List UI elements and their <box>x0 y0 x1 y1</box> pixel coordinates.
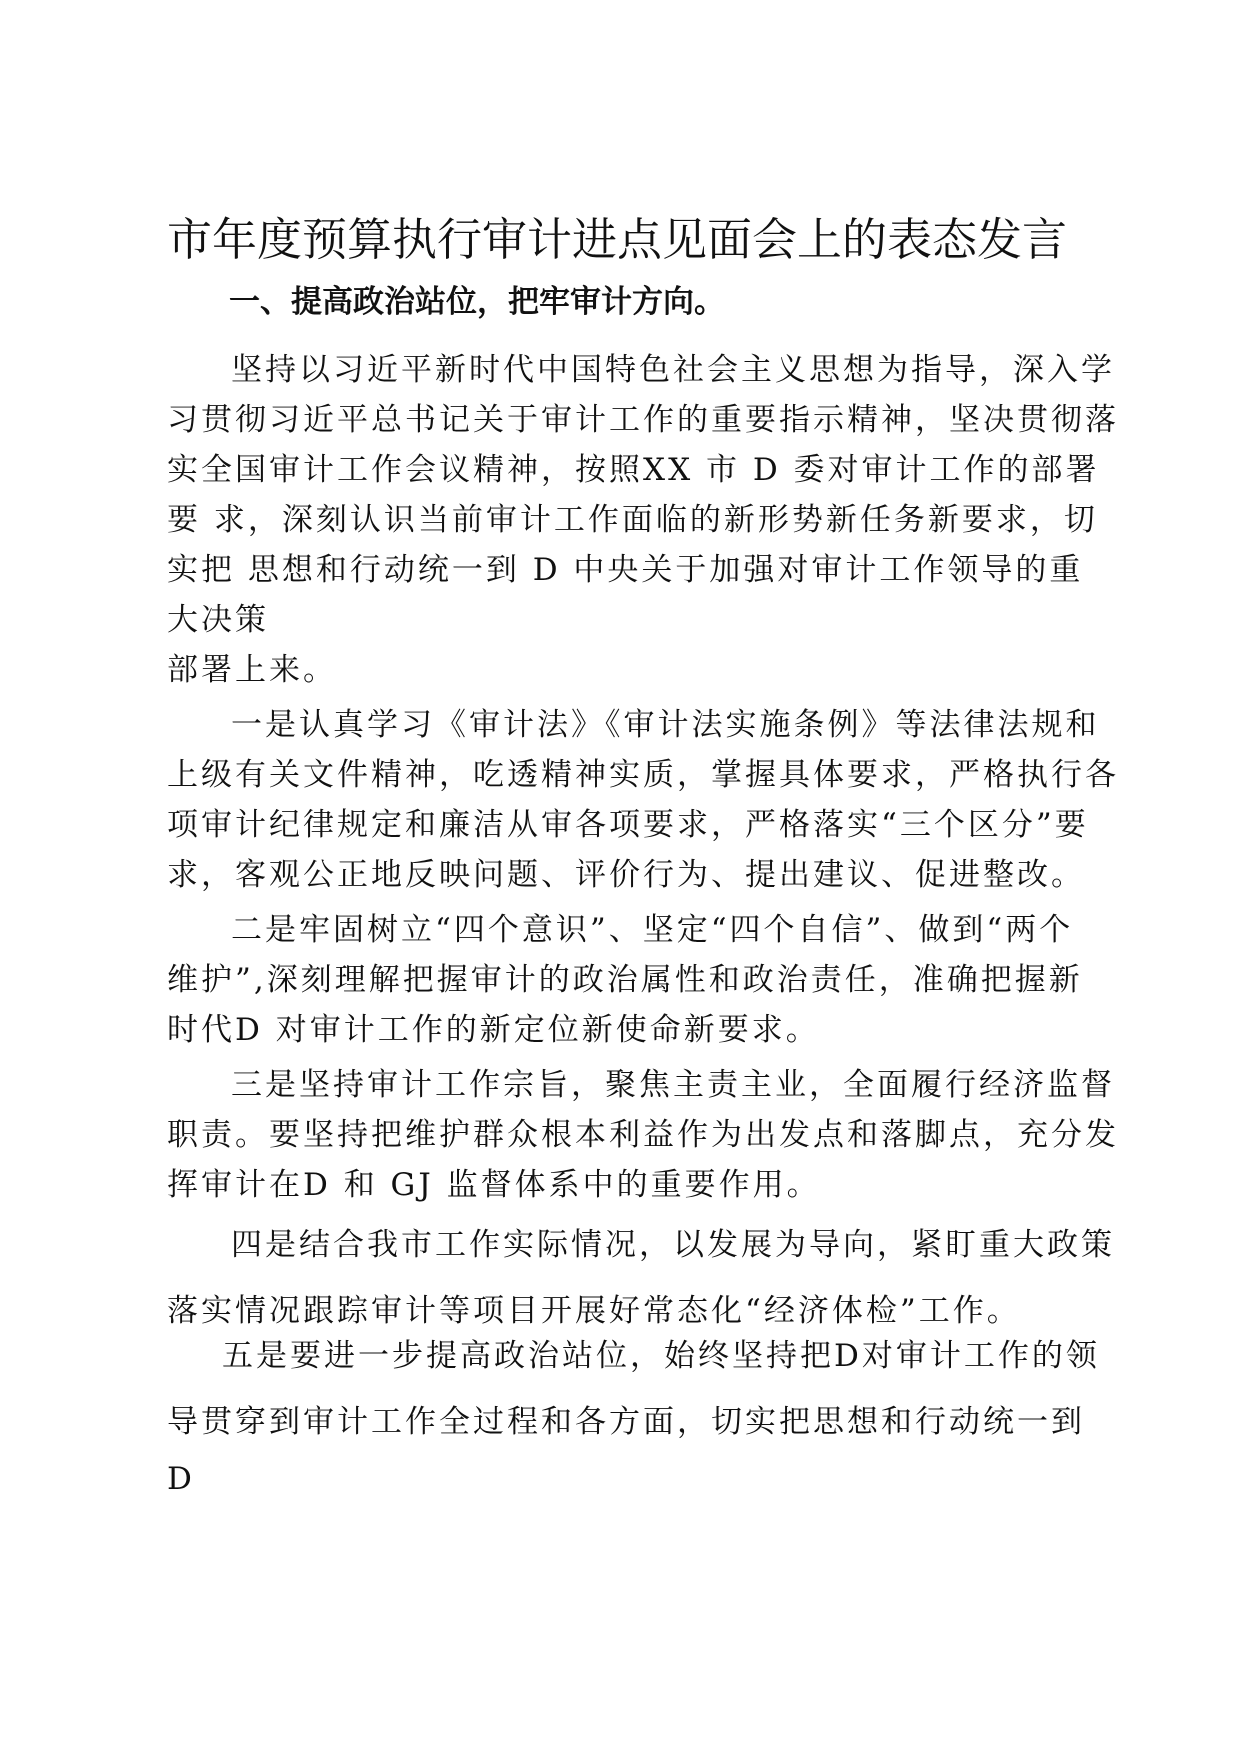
paragraph-line: 维护”,深刻理解把握审计的政治属性和政治责任，准确把握新 <box>167 962 1083 998</box>
paragraph-line: 职责。要坚持把维护群众根本利益作为出发点和落脚点，充分发 <box>167 1117 1119 1153</box>
paragraph-4 <box>167 1060 1119 1210</box>
paragraph-line: 五是要进一步提高政治站位，始终坚持把D对审计工作的领 <box>222 1338 1100 1374</box>
paragraph-1 <box>167 345 1119 695</box>
paragraph-line: 实把 思想和行动统一到 D 中央关于加强对审计工作领导的重 <box>167 552 1084 588</box>
paragraph-line: D <box>167 1461 195 1497</box>
paragraph-line: 导贯穿到审计工作全过程和各方面，切实把思想和行动统一到 <box>167 1404 1085 1440</box>
paragraph-line: 实全国审计工作会议精神，按照XX 市 D 委对审计工作的部署 <box>167 452 1100 488</box>
paragraph-line: 习贯彻习近平总书记关于审计工作的重要指示精神，坚决贯彻落 <box>167 402 1119 438</box>
paragraph-line: 上级有关文件精神，吃透精神实质，掌握具体要求，严格执行各 <box>167 757 1119 793</box>
document-title: 市年度预算执行审计进点见面会上的表态发言 <box>167 213 1068 266</box>
paragraph-line: 项审计纪律规定和廉洁从审各项要求，严格落实“三个区分”要 <box>167 807 1089 843</box>
paragraph-6 <box>167 1323 1100 1497</box>
paragraph-line: 落实情况跟踪审计等项目开展好常态化“经济体检”工作。 <box>167 1293 1021 1329</box>
paragraph-line: 部署上来。 <box>167 652 337 688</box>
paragraph-line: 四是结合我市工作实际情况，以发展为导向，紧盯重大政策 <box>231 1227 1115 1263</box>
paragraph-line: 要 求，深刻认识当前审计工作面临的新形势新任务新要求，切 <box>167 502 1098 538</box>
paragraph-line: 坚持以习近平新时代中国特色社会主义思想为指导，深入学 <box>231 352 1115 388</box>
paragraph-3 <box>167 905 1087 1055</box>
paragraph-2 <box>167 700 1119 900</box>
paragraph-line: 二是牢固树立“四个意识”、坚定“四个自信”、做到“两个 <box>231 912 1074 948</box>
section-heading: 一、提高政治站位，把牢审计方向。 <box>229 284 725 320</box>
paragraph-line: 一是认真学习《审计法》《审计法实施条例》等法律法规和 <box>231 707 1100 743</box>
paragraph-line: 挥审计在D 和 GJ 监督体系中的重要作用。 <box>167 1167 821 1203</box>
paragraph-line: 求，客观公正地反映问题、评价行为、提出建议、促进整改。 <box>167 857 1085 893</box>
paragraph-line: 三是坚持审计工作宗旨，聚焦主责主业，全面履行经济监督 <box>231 1067 1115 1103</box>
paragraph-line: 大决策 <box>167 602 269 638</box>
paragraph-line: 时代D 对审计工作的新定位新使命新要求。 <box>167 1012 820 1048</box>
